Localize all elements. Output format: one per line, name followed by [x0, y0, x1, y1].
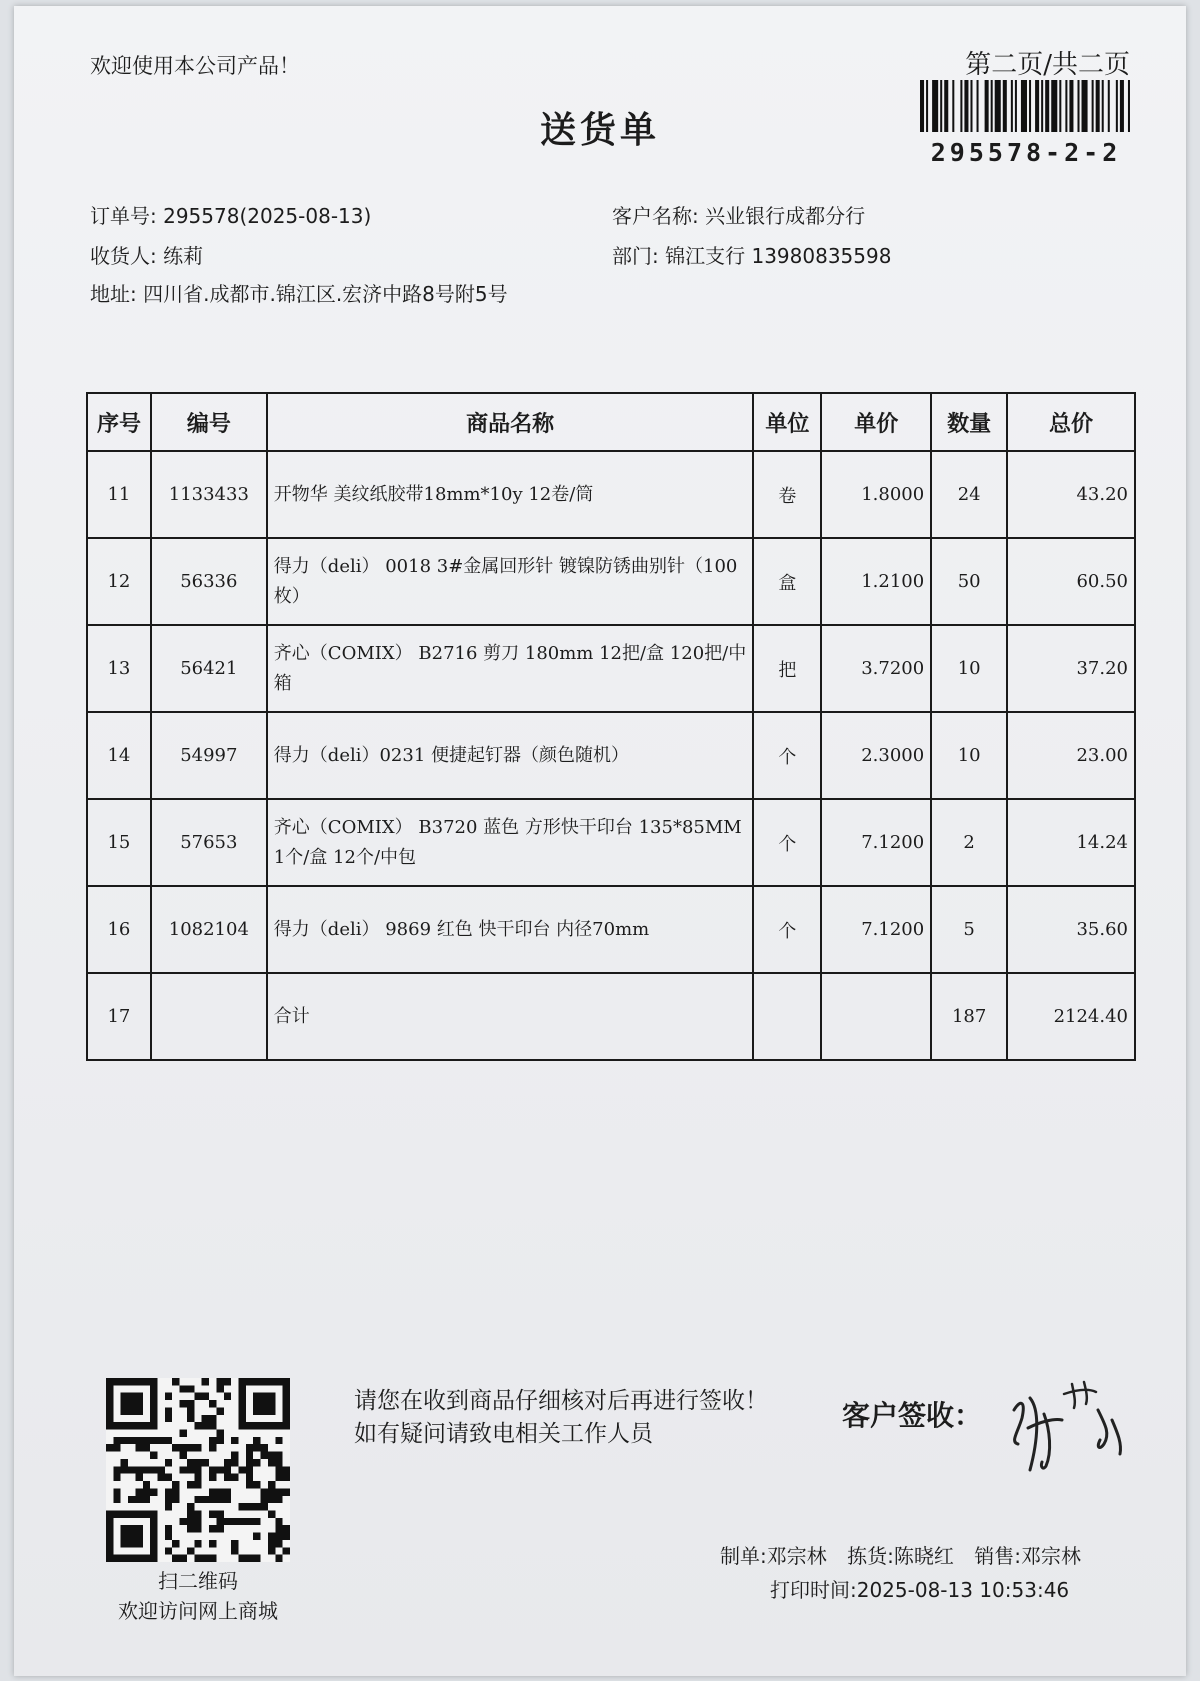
qr-caption — [88, 1566, 308, 1626]
cell-no: 16 — [87, 886, 151, 973]
cell-qty: 187 — [931, 973, 1007, 1060]
cell-qty: 5 — [931, 886, 1007, 973]
table-row — [87, 712, 1135, 799]
cell-total: 43.20 — [1007, 451, 1135, 538]
customer-name — [612, 200, 865, 229]
cell-price: 1.8000 — [821, 451, 931, 538]
table-row — [87, 451, 1135, 538]
cell-qty: 10 — [931, 712, 1007, 799]
cell-price: 2.3000 — [821, 712, 931, 799]
cell-unit: 盒 — [753, 538, 821, 625]
customer-signature — [1000, 1370, 1150, 1480]
table-row — [87, 886, 1135, 973]
sales: 销售:邓宗林 — [974, 1544, 1081, 1568]
cell-no: 13 — [87, 625, 151, 712]
cell-no: 15 — [87, 799, 151, 886]
cell-code: 56421 — [151, 625, 267, 712]
welcome-text: 欢迎使用本公司产品！ — [90, 54, 300, 78]
cell-unit: 把 — [753, 625, 821, 712]
department — [612, 240, 891, 269]
cell-no: 17 — [87, 973, 151, 1060]
order-value: 295578(2025-08-13) — [163, 204, 372, 228]
print-time: 打印时间:2025-08-13 10:53:46 — [770, 1578, 1070, 1602]
customer-label: 客户名称: — [612, 204, 699, 228]
department-value: 锦江支行 13980835598 — [665, 244, 892, 268]
table-header-row — [87, 393, 1135, 451]
cell-code: 56336 — [151, 538, 267, 625]
cell-qty: 50 — [931, 538, 1007, 625]
table-row — [87, 625, 1135, 712]
qr-caption-line-1: 扫二维码 — [158, 1569, 238, 1593]
col-header-no: 序号 — [87, 393, 151, 451]
col-header-qty: 数量 — [931, 393, 1007, 451]
cell-price: 1.2100 — [821, 538, 931, 625]
cell-unit: 个 — [753, 712, 821, 799]
picker: 拣货:陈晓红 — [847, 1544, 954, 1568]
cell-price: 3.7200 — [821, 625, 931, 712]
cell-qty: 10 — [931, 625, 1007, 712]
barcode-number: 295578-2-2 — [930, 138, 1122, 167]
table-total-row — [87, 973, 1135, 1060]
cell-price: 7.1200 — [821, 886, 931, 973]
cell-unit: 个 — [753, 886, 821, 973]
address — [90, 278, 508, 307]
address-label: 地址: — [90, 282, 137, 306]
cell-name: 开物华 美纹纸胶带18mm*10y 12卷/筒 — [267, 451, 754, 538]
cell-total: 60.50 — [1007, 538, 1135, 625]
cell-unit: 个 — [753, 799, 821, 886]
address-value: 四川省.成都市.锦江区.宏济中路8号附5号 — [143, 282, 508, 306]
cell-code — [151, 973, 267, 1060]
consignee-value: 练莉 — [163, 244, 204, 268]
department-label: 部门: — [612, 244, 659, 268]
cell-qty: 24 — [931, 451, 1007, 538]
cell-name: 齐心（COMIX） B2716 剪刀 180mm 12把/盒 120把/中箱 — [267, 625, 754, 712]
cell-no: 11 — [87, 451, 151, 538]
cell-price: 7.1200 — [821, 799, 931, 886]
cell-code: 54997 — [151, 712, 267, 799]
document-title: 送货单 — [539, 110, 660, 151]
cell-total: 35.60 — [1007, 886, 1135, 973]
cell-unit: 卷 — [753, 451, 821, 538]
customer-value: 兴业银行成都分行 — [705, 204, 866, 228]
cell-total: 23.00 — [1007, 712, 1135, 799]
cell-name: 合计 — [267, 973, 754, 1060]
cell-unit — [753, 973, 821, 1060]
cell-total: 2124.40 — [1007, 973, 1135, 1060]
customer-sign-label: 客户签收： — [842, 1399, 983, 1432]
table-row — [87, 799, 1135, 886]
page-indicator: 第二页/共二页 — [965, 50, 1130, 80]
consignee — [90, 240, 203, 269]
items-table — [86, 392, 1136, 1061]
staff-line — [720, 1540, 1095, 1569]
qr-code — [106, 1378, 290, 1562]
col-header-unit: 单位 — [753, 393, 821, 451]
notice-text: 请您在收到商品仔细核对后再进行签收！如有疑问请致电相关工作人员 — [354, 1388, 768, 1447]
cell-name: 得力（deli） 9869 红色 快干印台 内径70mm — [267, 886, 754, 973]
col-header-total: 总价 — [1007, 393, 1135, 451]
cell-no: 12 — [87, 538, 151, 625]
col-header-name: 商品名称 — [267, 393, 754, 451]
cell-qty: 2 — [931, 799, 1007, 886]
table-row — [87, 538, 1135, 625]
col-header-price: 单价 — [821, 393, 931, 451]
consignee-label: 收货人: — [90, 244, 157, 268]
cell-code: 1133433 — [151, 451, 267, 538]
order-label: 订单号: — [90, 204, 157, 228]
qr-caption-line-2: 欢迎访问网上商城 — [118, 1599, 278, 1623]
maker: 制单:邓宗林 — [720, 1544, 827, 1568]
cell-no: 14 — [87, 712, 151, 799]
order-number — [90, 200, 371, 229]
cell-name: 得力（deli） 0018 3#金属回形针 镀镍防锈曲别针（100枚） — [267, 538, 754, 625]
cell-price — [821, 973, 931, 1060]
cell-code: 57653 — [151, 799, 267, 886]
col-header-code: 编号 — [151, 393, 267, 451]
cell-name: 得力（deli）0231 便捷起钉器（颜色随机） — [267, 712, 754, 799]
cell-total: 14.24 — [1007, 799, 1135, 886]
cell-total: 37.20 — [1007, 625, 1135, 712]
cell-code: 1082104 — [151, 886, 267, 973]
cell-name: 齐心（COMIX） B3720 蓝色 方形快干印台 135*85MM 1个/盒 12个/中包 — [267, 799, 754, 886]
